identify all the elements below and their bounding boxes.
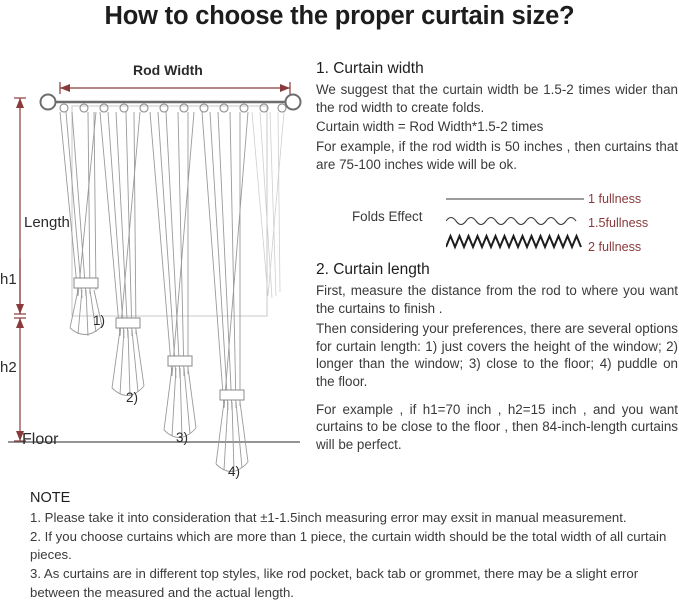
curtain-length-p1: First, measure the distance from the rod to where you want the curtains to finish . bbox=[316, 283, 678, 317]
h2-label: h2 bbox=[0, 359, 17, 376]
curtain-length-p2: Then considering your preferences, there are several options for curtain length: 1) just covers the height of the window; 2) longer than the window; 3) close to the floor; 4) puddle on the floor. bbox=[316, 320, 678, 389]
curtain-length-heading: 2. Curtain length bbox=[316, 261, 430, 279]
note-block bbox=[30, 490, 670, 603]
marker-2: 2) bbox=[126, 390, 139, 405]
rod-width-label: Rod Width bbox=[133, 62, 203, 78]
curtain-diagram bbox=[0, 46, 310, 491]
curtain-width-heading: 1. Curtain width bbox=[316, 60, 424, 77]
fullness-2-label: 2 fullness bbox=[588, 240, 642, 255]
folds-waves-svg bbox=[446, 189, 586, 259]
curtain-width-p1: We suggest that the curtain width be 1.5-2 times wider than the rod width to create folds. bbox=[316, 82, 678, 115]
note-line-3: 3. As curtains are in different top styles, like rod pocket, back tab or grommet, there may be a slight error between the measured and the actual length. bbox=[30, 566, 639, 600]
floor-label: Floor bbox=[22, 431, 59, 448]
curtain-width-formula: Curtain width = Rod Width*1.5-2 times bbox=[316, 119, 544, 135]
note-line-1: 1. Please take it into consideration that ±1-1.5inch measuring error may exsit in manual measurement. bbox=[30, 510, 627, 525]
explanation-column bbox=[316, 60, 678, 456]
note-title: NOTE bbox=[30, 490, 71, 506]
marker-3: 3) bbox=[176, 430, 189, 445]
h1-label: h1 bbox=[0, 271, 17, 288]
note-line-2: 2. If you choose curtains which are more than 1 piece, the curtain width should be the total width of all curtain pieces. bbox=[30, 528, 667, 563]
marker-1: 1) bbox=[93, 313, 106, 328]
length-label: Length bbox=[24, 214, 70, 231]
marker-4: 4) bbox=[228, 464, 241, 479]
folds-effect-label: Folds Effect bbox=[352, 209, 423, 225]
curtain-width-p2: For example, if the rod width is 50 inches , then curtains that are 75-100 inches wide will be ok. bbox=[316, 139, 678, 172]
curtain-length-p3: For example , if h1=70 inch , h2=15 inch , and you want curtains to be close to the floor , then 84-inch-length curtains will be perfect. bbox=[316, 401, 678, 452]
page-title: How to choose the proper curtain size? bbox=[104, 2, 575, 30]
fullness-1-label: 1 fullness bbox=[588, 192, 642, 207]
diagram-svg bbox=[0, 46, 310, 491]
folds-effect-block bbox=[316, 181, 678, 255]
fullness-1_5-label: 1.5fullness bbox=[588, 216, 649, 231]
